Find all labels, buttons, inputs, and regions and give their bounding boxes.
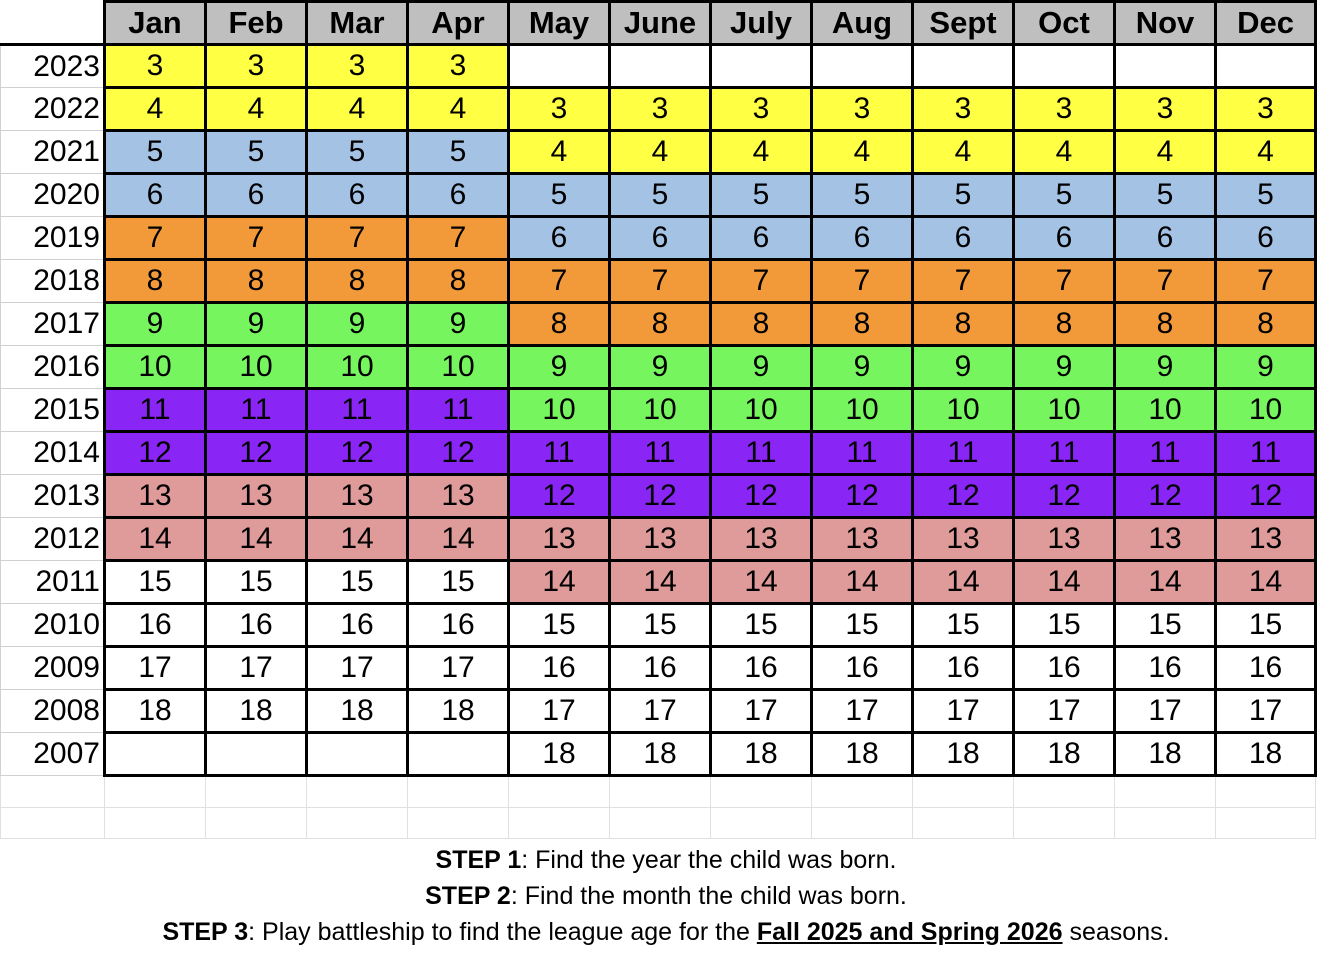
month-header-row [1, 2, 1316, 45]
birth-year-cell[interactable]: 2011 [1, 561, 105, 604]
birth-year-cell[interactable]: 2020 [1, 174, 105, 217]
age-cell[interactable] [1014, 45, 1115, 88]
empty-cell[interactable] [105, 776, 206, 808]
age-cell[interactable]: 9 [812, 346, 913, 389]
age-cell[interactable]: 11 [408, 389, 509, 432]
age-cell[interactable]: 16 [610, 647, 711, 690]
age-cell[interactable]: 7 [509, 260, 610, 303]
age-cell[interactable]: 4 [307, 88, 408, 131]
age-cell[interactable]: 16 [307, 604, 408, 647]
age-cell[interactable]: 11 [1115, 432, 1216, 475]
month-header-jan[interactable]: Jan [105, 2, 206, 45]
age-cell[interactable]: 12 [1115, 475, 1216, 518]
table-row [1, 45, 1316, 88]
birth-year-cell[interactable]: 2016 [1, 346, 105, 389]
table-row [1, 690, 1316, 733]
age-cell[interactable]: 6 [1115, 217, 1216, 260]
age-cell[interactable]: 12 [1216, 475, 1316, 518]
age-cell[interactable] [610, 45, 711, 88]
step-3-label: STEP 3 [162, 918, 249, 946]
age-cell[interactable]: 13 [1014, 518, 1115, 561]
age-cell[interactable]: 4 [509, 131, 610, 174]
month-header-may[interactable]: May [509, 2, 610, 45]
birth-year-cell[interactable]: 2015 [1, 389, 105, 432]
birth-year-cell[interactable]: 2022 [1, 88, 105, 131]
table-row [1, 303, 1316, 346]
age-cell[interactable] [408, 733, 509, 776]
step-1-text: : Find the year the child was born. [521, 846, 897, 874]
table-row [1, 260, 1316, 303]
step-2-label: STEP 2 [425, 882, 511, 910]
age-cell[interactable]: 10 [812, 389, 913, 432]
age-cell[interactable]: 17 [307, 647, 408, 690]
age-cell[interactable]: 6 [307, 174, 408, 217]
age-cell[interactable]: 14 [610, 561, 711, 604]
age-cell[interactable]: 15 [711, 604, 812, 647]
age-cell[interactable]: 14 [812, 561, 913, 604]
age-cell[interactable]: 14 [1014, 561, 1115, 604]
age-cell[interactable]: 12 [610, 475, 711, 518]
age-cell[interactable]: 7 [711, 260, 812, 303]
age-cell[interactable] [307, 733, 408, 776]
empty-cell[interactable] [610, 776, 711, 808]
empty-cell[interactable] [105, 808, 206, 839]
age-cell[interactable]: 17 [812, 690, 913, 733]
age-cell[interactable]: 10 [610, 389, 711, 432]
table-row [1, 174, 1316, 217]
age-cell[interactable]: 15 [1115, 604, 1216, 647]
age-cell[interactable]: 8 [307, 260, 408, 303]
month-header-nov[interactable]: Nov [1115, 2, 1216, 45]
age-cell[interactable]: 7 [105, 217, 206, 260]
birth-year-cell[interactable]: 2009 [1, 647, 105, 690]
age-cell[interactable]: 10 [711, 389, 812, 432]
age-cell[interactable]: 8 [206, 260, 307, 303]
age-cell[interactable]: 18 [711, 733, 812, 776]
age-cell[interactable]: 3 [1014, 88, 1115, 131]
empty-cell[interactable] [1115, 808, 1216, 839]
birth-year-cell[interactable]: 2012 [1, 518, 105, 561]
age-cell[interactable]: 18 [509, 733, 610, 776]
age-cell[interactable]: 18 [1216, 733, 1316, 776]
empty-cell[interactable] [913, 776, 1014, 808]
age-cell[interactable]: 18 [307, 690, 408, 733]
empty-cell[interactable] [1, 776, 105, 808]
age-cell[interactable]: 10 [1216, 389, 1316, 432]
age-cell[interactable]: 16 [1216, 647, 1316, 690]
age-cell[interactable]: 3 [206, 45, 307, 88]
age-cell[interactable] [206, 733, 307, 776]
age-cell[interactable]: 3 [1216, 88, 1316, 131]
age-cell[interactable]: 3 [610, 88, 711, 131]
age-cell[interactable]: 16 [408, 604, 509, 647]
age-cell[interactable]: 12 [812, 475, 913, 518]
age-cell[interactable]: 17 [1216, 690, 1316, 733]
empty-cell[interactable] [711, 808, 812, 839]
age-cell[interactable]: 3 [711, 88, 812, 131]
age-cell[interactable]: 9 [307, 303, 408, 346]
age-cell[interactable]: 15 [610, 604, 711, 647]
birth-year-cell[interactable]: 2019 [1, 217, 105, 260]
empty-cell[interactable] [711, 776, 812, 808]
age-cell[interactable]: 8 [105, 260, 206, 303]
empty-cell[interactable] [307, 776, 408, 808]
age-cell[interactable]: 4 [408, 88, 509, 131]
age-cell[interactable]: 8 [1115, 303, 1216, 346]
empty-cell[interactable] [1216, 808, 1316, 839]
age-cell[interactable]: 7 [1014, 260, 1115, 303]
age-cell[interactable]: 6 [408, 174, 509, 217]
corner-cell[interactable] [1, 2, 105, 45]
age-cell[interactable]: 13 [206, 475, 307, 518]
age-cell[interactable]: 9 [1115, 346, 1216, 389]
table-row [1, 346, 1316, 389]
age-cell[interactable]: 8 [812, 303, 913, 346]
age-cell[interactable]: 10 [408, 346, 509, 389]
age-cell[interactable]: 5 [206, 131, 307, 174]
age-cell[interactable]: 3 [509, 88, 610, 131]
age-cell[interactable]: 3 [913, 88, 1014, 131]
empty-grid-row [1, 776, 1316, 808]
age-cell[interactable]: 3 [408, 45, 509, 88]
empty-cell[interactable] [1, 808, 105, 839]
age-cell[interactable]: 10 [1014, 389, 1115, 432]
age-cell[interactable]: 14 [307, 518, 408, 561]
age-cell[interactable]: 4 [1216, 131, 1316, 174]
month-header-feb[interactable]: Feb [206, 2, 307, 45]
age-cell[interactable]: 18 [105, 690, 206, 733]
age-cell[interactable] [1115, 45, 1216, 88]
age-cell[interactable]: 8 [1014, 303, 1115, 346]
empty-cell[interactable] [408, 776, 509, 808]
age-cell[interactable]: 18 [408, 690, 509, 733]
age-cell[interactable]: 5 [105, 131, 206, 174]
age-cell[interactable]: 12 [1014, 475, 1115, 518]
age-cell[interactable]: 11 [105, 389, 206, 432]
birth-year-cell[interactable]: 2014 [1, 432, 105, 475]
age-cell[interactable]: 17 [1115, 690, 1216, 733]
age-cell[interactable]: 15 [307, 561, 408, 604]
age-cell[interactable]: 6 [1014, 217, 1115, 260]
age-cell[interactable]: 15 [812, 604, 913, 647]
empty-cell[interactable] [1115, 776, 1216, 808]
age-cell[interactable]: 13 [307, 475, 408, 518]
month-header-apr[interactable]: Apr [408, 2, 509, 45]
age-cell[interactable]: 17 [206, 647, 307, 690]
age-cell[interactable]: 14 [711, 561, 812, 604]
age-cell[interactable]: 10 [307, 346, 408, 389]
season-name: Fall 2025 and Spring 2026 [756, 918, 1063, 946]
age-cell[interactable]: 12 [408, 432, 509, 475]
month-header-aug[interactable]: Aug [812, 2, 913, 45]
age-cell[interactable]: 13 [812, 518, 913, 561]
age-cell[interactable]: 7 [610, 260, 711, 303]
age-cell[interactable]: 5 [509, 174, 610, 217]
age-cell[interactable] [711, 45, 812, 88]
table-row [1, 604, 1316, 647]
age-cell[interactable]: 18 [206, 690, 307, 733]
age-cell[interactable]: 3 [307, 45, 408, 88]
month-header-mar[interactable]: Mar [307, 2, 408, 45]
age-cell[interactable]: 10 [206, 346, 307, 389]
age-cell[interactable]: 15 [1014, 604, 1115, 647]
age-cell[interactable]: 16 [913, 647, 1014, 690]
table-row [1, 217, 1316, 260]
empty-grid-row [1, 808, 1316, 839]
age-cell[interactable]: 10 [1115, 389, 1216, 432]
age-cell[interactable] [1216, 45, 1316, 88]
age-cell[interactable]: 4 [1115, 131, 1216, 174]
step-2-line [0, 878, 1332, 914]
age-cell[interactable] [913, 45, 1014, 88]
age-cell[interactable]: 4 [711, 131, 812, 174]
age-cell[interactable]: 11 [610, 432, 711, 475]
age-cell[interactable]: 5 [711, 174, 812, 217]
age-cell[interactable]: 10 [105, 346, 206, 389]
age-cell[interactable]: 17 [711, 690, 812, 733]
age-cell[interactable]: 13 [1115, 518, 1216, 561]
age-cell[interactable]: 16 [1014, 647, 1115, 690]
age-cell[interactable]: 17 [509, 690, 610, 733]
birth-year-cell[interactable]: 2017 [1, 303, 105, 346]
age-cell[interactable]: 13 [408, 475, 509, 518]
age-cell[interactable]: 6 [711, 217, 812, 260]
age-cell[interactable]: 14 [206, 518, 307, 561]
age-cell[interactable]: 9 [105, 303, 206, 346]
age-cell[interactable]: 12 [206, 432, 307, 475]
age-cell[interactable]: 6 [913, 217, 1014, 260]
age-cell[interactable]: 13 [105, 475, 206, 518]
age-cell[interactable]: 8 [711, 303, 812, 346]
age-cell[interactable]: 4 [913, 131, 1014, 174]
age-cell[interactable] [105, 733, 206, 776]
age-cell[interactable]: 5 [1014, 174, 1115, 217]
table-row [1, 475, 1316, 518]
age-cell[interactable]: 11 [206, 389, 307, 432]
age-cell[interactable]: 8 [1216, 303, 1316, 346]
age-cell[interactable]: 5 [1216, 174, 1316, 217]
age-cell[interactable]: 9 [206, 303, 307, 346]
empty-cell[interactable] [206, 776, 307, 808]
age-cell[interactable]: 4 [1014, 131, 1115, 174]
age-cell[interactable]: 11 [711, 432, 812, 475]
step-3-text: : Play battleship to find the league age for the [248, 918, 757, 946]
age-cell[interactable]: 5 [1115, 174, 1216, 217]
age-cell[interactable]: 6 [206, 174, 307, 217]
birth-year-cell[interactable]: 2013 [1, 475, 105, 518]
age-cell[interactable]: 11 [913, 432, 1014, 475]
age-cell[interactable]: 14 [1216, 561, 1316, 604]
age-cell[interactable]: 3 [1115, 88, 1216, 131]
age-cell[interactable]: 12 [105, 432, 206, 475]
age-cell[interactable]: 9 [1014, 346, 1115, 389]
empty-cell[interactable] [1216, 776, 1316, 808]
age-cell[interactable]: 14 [408, 518, 509, 561]
age-cell[interactable]: 16 [509, 647, 610, 690]
age-cell[interactable]: 7 [913, 260, 1014, 303]
age-cell[interactable]: 5 [408, 131, 509, 174]
age-cell[interactable]: 17 [610, 690, 711, 733]
age-cell[interactable]: 6 [812, 217, 913, 260]
age-cell[interactable]: 15 [509, 604, 610, 647]
age-cell[interactable]: 4 [105, 88, 206, 131]
empty-cell[interactable] [610, 808, 711, 839]
month-header-june[interactable]: June [610, 2, 711, 45]
age-cell[interactable]: 8 [408, 260, 509, 303]
month-header-oct[interactable]: Oct [1014, 2, 1115, 45]
step-3-line [0, 914, 1332, 950]
age-cell[interactable]: 9 [1216, 346, 1316, 389]
age-cell[interactable]: 15 [1216, 604, 1316, 647]
age-cell[interactable]: 6 [610, 217, 711, 260]
age-cell[interactable]: 13 [711, 518, 812, 561]
empty-cell[interactable] [913, 808, 1014, 839]
age-cell[interactable]: 5 [610, 174, 711, 217]
age-cell[interactable]: 9 [509, 346, 610, 389]
age-cell[interactable]: 14 [509, 561, 610, 604]
age-cell[interactable]: 14 [913, 561, 1014, 604]
empty-cell[interactable] [812, 808, 913, 839]
age-cell[interactable]: 12 [711, 475, 812, 518]
age-cell[interactable]: 11 [307, 389, 408, 432]
age-cell[interactable]: 13 [913, 518, 1014, 561]
age-cell[interactable]: 5 [307, 131, 408, 174]
birth-year-cell[interactable]: 2021 [1, 131, 105, 174]
age-cell[interactable]: 3 [812, 88, 913, 131]
age-cell[interactable]: 7 [206, 217, 307, 260]
table-row [1, 561, 1316, 604]
age-cell[interactable]: 5 [913, 174, 1014, 217]
age-cell[interactable]: 14 [1115, 561, 1216, 604]
age-cell[interactable]: 18 [610, 733, 711, 776]
age-cell[interactable]: 7 [812, 260, 913, 303]
empty-cell[interactable] [509, 808, 610, 839]
age-cell[interactable]: 10 [509, 389, 610, 432]
age-cell[interactable]: 10 [913, 389, 1014, 432]
age-cell[interactable]: 15 [913, 604, 1014, 647]
age-cell[interactable]: 18 [812, 733, 913, 776]
table-row [1, 88, 1316, 131]
age-cell[interactable]: 7 [307, 217, 408, 260]
empty-cell[interactable] [408, 808, 509, 839]
age-cell[interactable]: 6 [105, 174, 206, 217]
age-cell[interactable]: 17 [408, 647, 509, 690]
step-1-line [0, 842, 1332, 878]
age-cell[interactable]: 18 [1014, 733, 1115, 776]
age-cell[interactable]: 7 [1115, 260, 1216, 303]
age-cell[interactable]: 8 [610, 303, 711, 346]
age-cell[interactable]: 16 [711, 647, 812, 690]
table-row [1, 131, 1316, 174]
table-row [1, 647, 1316, 690]
birth-year-cell[interactable]: 2010 [1, 604, 105, 647]
month-header-dec[interactable]: Dec [1216, 2, 1316, 45]
empty-cell[interactable] [307, 808, 408, 839]
age-cell[interactable]: 3 [105, 45, 206, 88]
age-cell[interactable]: 16 [812, 647, 913, 690]
age-cell[interactable]: 12 [509, 475, 610, 518]
age-cell[interactable]: 11 [812, 432, 913, 475]
age-cell[interactable]: 14 [105, 518, 206, 561]
birth-year-cell[interactable]: 2018 [1, 260, 105, 303]
birth-year-cell[interactable]: 2007 [1, 733, 105, 776]
empty-cell[interactable] [1014, 776, 1115, 808]
age-cell[interactable] [812, 45, 913, 88]
age-cell[interactable]: 18 [1115, 733, 1216, 776]
age-cell[interactable]: 5 [812, 174, 913, 217]
age-cell[interactable]: 4 [206, 88, 307, 131]
age-cell[interactable]: 9 [408, 303, 509, 346]
age-cell[interactable]: 8 [913, 303, 1014, 346]
age-cell[interactable]: 12 [913, 475, 1014, 518]
age-cell[interactable]: 12 [307, 432, 408, 475]
age-cell[interactable]: 17 [1014, 690, 1115, 733]
empty-cell[interactable] [509, 776, 610, 808]
month-header-sept[interactable]: Sept [913, 2, 1014, 45]
age-cell[interactable]: 13 [610, 518, 711, 561]
age-cell[interactable]: 13 [509, 518, 610, 561]
step-3-tail: seasons. [1062, 918, 1170, 946]
age-cell[interactable]: 8 [509, 303, 610, 346]
step-1-label: STEP 1 [435, 846, 522, 874]
age-cell[interactable]: 9 [711, 346, 812, 389]
table-row [1, 518, 1316, 561]
age-cell[interactable]: 15 [206, 561, 307, 604]
age-cell[interactable]: 4 [610, 131, 711, 174]
empty-cell[interactable] [812, 776, 913, 808]
age-cell[interactable]: 15 [105, 561, 206, 604]
table-row [1, 733, 1316, 776]
age-cell[interactable]: 18 [913, 733, 1014, 776]
table-body [1, 45, 1316, 839]
age-cell[interactable]: 11 [1014, 432, 1115, 475]
age-cell[interactable]: 16 [206, 604, 307, 647]
step-2-text: : Find the month the child was born. [510, 882, 907, 910]
age-cell[interactable]: 15 [408, 561, 509, 604]
age-cell[interactable]: 7 [1216, 260, 1316, 303]
empty-cell[interactable] [1014, 808, 1115, 839]
age-cell[interactable]: 13 [1216, 518, 1316, 561]
age-cell[interactable]: 11 [509, 432, 610, 475]
age-cell[interactable]: 16 [105, 604, 206, 647]
instructions [0, 842, 1332, 950]
month-header-july[interactable]: July [711, 2, 812, 45]
age-cell[interactable]: 4 [812, 131, 913, 174]
empty-cell[interactable] [206, 808, 307, 839]
age-cell[interactable]: 17 [105, 647, 206, 690]
birth-year-cell[interactable]: 2023 [1, 45, 105, 88]
age-cell[interactable]: 16 [1115, 647, 1216, 690]
age-cell[interactable]: 17 [913, 690, 1014, 733]
age-cell[interactable]: 9 [913, 346, 1014, 389]
age-cell[interactable]: 11 [1216, 432, 1316, 475]
table-row [1, 389, 1316, 432]
age-cell[interactable] [509, 45, 610, 88]
age-cell[interactable]: 7 [408, 217, 509, 260]
age-cell[interactable]: 9 [610, 346, 711, 389]
birth-year-cell[interactable]: 2008 [1, 690, 105, 733]
age-cell[interactable]: 6 [509, 217, 610, 260]
age-cell[interactable]: 6 [1216, 217, 1316, 260]
table-row [1, 432, 1316, 475]
